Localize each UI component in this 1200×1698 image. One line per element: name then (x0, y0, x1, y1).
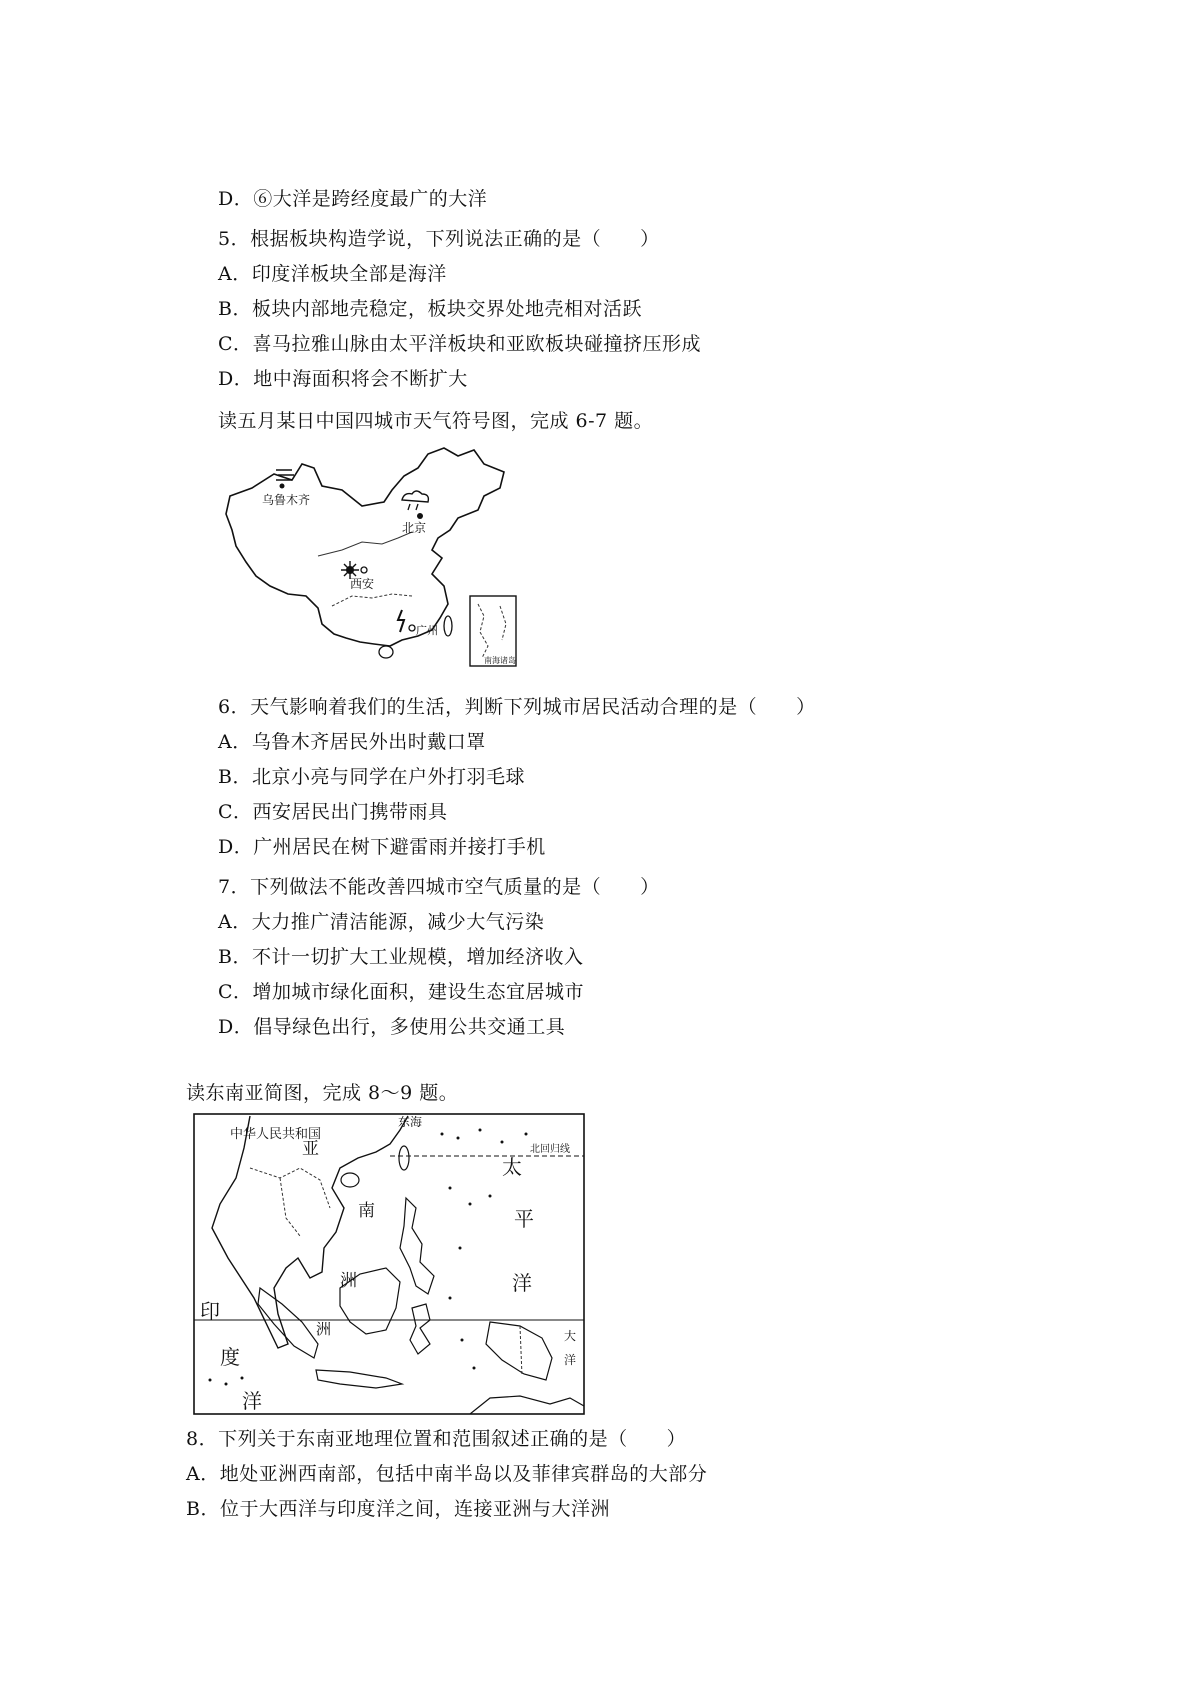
q6-option-a: A．乌鲁木齐居民外出时戴口罩 (218, 731, 486, 753)
q6-option-d: D．广州居民在树下避雷雨并接打手机 (218, 836, 546, 858)
q7-option-d: D．倡导绿色出行，多使用公共交通工具 (218, 1016, 566, 1038)
q6-option-b: B．北京小亮与同学在户外打羽毛球 (218, 766, 525, 788)
q7-option-b: B．不计一切扩大工业规模，增加经济收入 (218, 946, 584, 968)
q5-option-b: B．板块内部地壳稳定，板块交界处地壳相对活跃 (218, 298, 642, 320)
q7-option-c: C．增加城市绿化面积，建设生态宜居城市 (218, 981, 585, 1003)
label-nan: 南 (358, 1201, 375, 1221)
q5-option-d: D．地中海面积将会不断扩大 (218, 368, 468, 390)
q5-option-a: A．印度洋板块全部是海洋 (218, 263, 447, 285)
q5-stem: 5．根据板块构造学说，下列说法正确的是（ ） (218, 228, 660, 250)
label-urumqi: 乌鲁木齐 (262, 493, 311, 507)
label-zhou: 洲 (340, 1271, 357, 1291)
label-du: 度 (220, 1345, 240, 1369)
label-tai: 太 (502, 1155, 522, 1179)
label-yang3: 洋 (564, 1353, 577, 1367)
q8-option-b: B．位于大西洋与印度洋之间，连接亚洲与大洋洲 (186, 1498, 610, 1520)
label-prc: 中华人民共和国 (230, 1127, 322, 1142)
label-yang1: 洋 (512, 1271, 532, 1295)
q5-option-c: C．喜马拉雅山脉由太平洋板块和亚欧板块碰撞挤压形成 (218, 333, 702, 355)
q8-stem: 8．下列关于东南亚地理位置和范围叙述正确的是（ ） (186, 1428, 687, 1450)
q6-option-c: C．西安居民出门携带雨具 (218, 801, 448, 823)
label-zhou2: 洲 (316, 1320, 332, 1338)
southeast-asia-map (190, 1108, 590, 1418)
china-outline (226, 448, 504, 646)
label-xian: 西安 (350, 577, 375, 591)
q4-option-d: D．⑥大洋是跨经度最广的大洋 (218, 188, 488, 210)
label-yin: 印 (200, 1299, 220, 1323)
inset-label: 南海诸岛 (484, 656, 516, 665)
label-da: 大 (564, 1329, 577, 1343)
q8-option-a: A．地处亚洲西南部，包括中南半岛以及菲律宾群岛的大部分 (186, 1463, 708, 1485)
q6-stem: 6．天气影响着我们的生活，判断下列城市居民活动合理的是（ ） (218, 696, 816, 718)
label-beijing: 北京 (402, 521, 427, 535)
intro-6-7: 读五月某日中国四城市天气符号图，完成 6-7 题。 (218, 410, 654, 432)
label-ping: 平 (514, 1207, 534, 1231)
intro-8-9: 读东南亚简图，完成 8～9 题。 (186, 1082, 459, 1104)
label-yang2: 洋 (242, 1389, 262, 1413)
label-ya: 亚 (302, 1139, 319, 1159)
q7-option-a: A．大力推广清洁能源，减少大气污染 (218, 911, 545, 933)
rain-icon (402, 491, 428, 510)
label-tropic: 北回归线 (530, 1144, 570, 1155)
label-guangzhou: 广州 (416, 624, 438, 637)
q7-stem: 7．下列做法不能改善四城市空气质量的是（ ） (218, 876, 660, 898)
thunderstorm-icon (398, 610, 404, 632)
label-donghai: 东海 (398, 1115, 423, 1129)
china-weather-map (222, 446, 552, 676)
